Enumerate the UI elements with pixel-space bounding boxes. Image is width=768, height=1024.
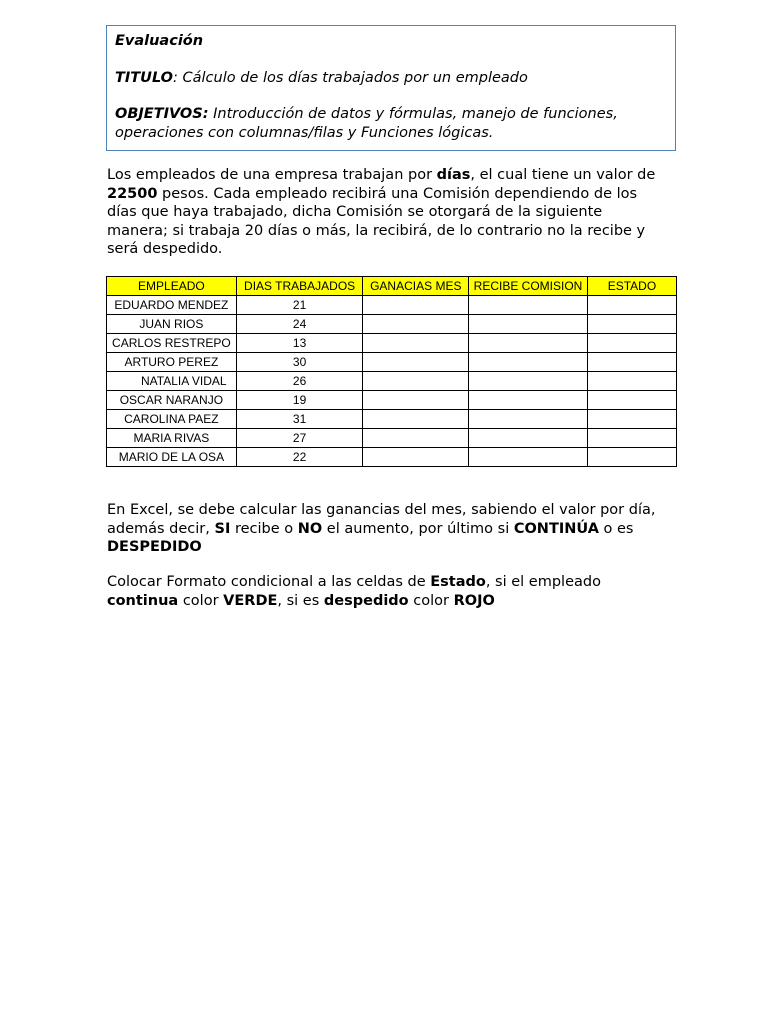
table-row <box>107 315 677 334</box>
comision-cell <box>469 334 588 353</box>
table-row <box>107 334 677 353</box>
comision-cell <box>469 296 588 315</box>
employee-table <box>106 276 677 467</box>
table-row <box>107 391 677 410</box>
format-bold-rojo: ROJO <box>453 592 495 609</box>
employee-name-cell: CAROLINA PAEZ <box>107 410 237 429</box>
table-row <box>107 448 677 467</box>
col-header-ganancias: GANACIAS MES <box>363 277 469 296</box>
ganancias-cell <box>363 429 469 448</box>
titulo-label: TITULO <box>115 69 173 86</box>
format-text-1: Colocar Formato condicional a las celdas de <box>107 574 431 590</box>
days-cell: 13 <box>236 334 363 353</box>
format-text-4: , si es <box>277 592 324 609</box>
objetivos-line <box>115 105 667 142</box>
table-row <box>107 429 677 448</box>
employee-name-cell: MARIA RIVAS <box>107 429 237 448</box>
estado-cell <box>587 391 676 410</box>
table-row <box>107 296 677 315</box>
days-cell: 22 <box>236 448 363 467</box>
ganancias-cell <box>363 372 469 391</box>
ganancias-cell <box>363 391 469 410</box>
excel-bold-continua: CONTINÚA <box>513 520 599 537</box>
days-cell: 24 <box>236 315 363 334</box>
comision-cell <box>469 353 588 372</box>
estado-cell <box>587 334 676 353</box>
excel-text-2: recibe o <box>230 520 298 537</box>
days-cell: 26 <box>236 372 363 391</box>
col-header-estado: ESTADO <box>587 277 676 296</box>
employee-name-cell: ARTURO PEREZ <box>107 353 237 372</box>
format-instructions-paragraph <box>107 573 667 610</box>
days-cell: 21 <box>236 296 363 315</box>
intro-text-1: Los empleados de una empresa trabajan por <box>107 167 437 183</box>
ganancias-cell <box>363 410 469 429</box>
estado-cell <box>587 448 676 467</box>
comision-cell <box>469 448 588 467</box>
comision-cell <box>469 410 588 429</box>
ganancias-cell <box>363 448 469 467</box>
ganancias-cell <box>363 334 469 353</box>
excel-bold-no: NO <box>297 520 323 537</box>
table-row <box>107 372 677 391</box>
employee-name-cell: NATALIA VIDAL <box>107 372 237 391</box>
intro-paragraph <box>107 166 667 259</box>
employee-name-cell: EDUARDO MENDEZ <box>107 296 237 315</box>
excel-instructions-paragraph <box>107 501 667 557</box>
objetivos-label: OBJETIVOS: <box>115 106 209 122</box>
titulo-text: : Cálculo de los días trabajados por un empleado <box>173 69 528 86</box>
intro-bold-dias: días <box>436 167 471 183</box>
format-text-5: color <box>408 592 454 609</box>
comision-cell <box>469 315 588 334</box>
objetivos-text: Introducción de datos y fórmulas, manejo de funciones, operaciones con columnas/filas y Funciones lógicas. <box>115 106 618 141</box>
comision-cell <box>469 429 588 448</box>
estado-cell <box>587 296 676 315</box>
days-cell: 27 <box>236 429 363 448</box>
estado-cell <box>587 429 676 448</box>
excel-text-1: En Excel, se debe calcular las ganancias del mes, sabiendo el valor por día, además decir, <box>107 502 656 537</box>
format-text-2: , si el empleado <box>485 574 601 590</box>
table-header-row <box>107 277 677 296</box>
days-cell: 19 <box>236 391 363 410</box>
employee-name-cell: CARLOS RESTREPO <box>107 334 237 353</box>
titulo-line <box>115 69 667 88</box>
table-row <box>107 353 677 372</box>
estado-cell <box>587 372 676 391</box>
format-bold-estado: Estado <box>430 574 486 590</box>
employee-name-cell: MARIO DE LA OSA <box>107 448 237 467</box>
employee-name-cell: JUAN RIOS <box>107 315 237 334</box>
col-header-empleado: EMPLEADO <box>107 277 237 296</box>
intro-bold-value: 22500 <box>107 185 158 202</box>
excel-bold-si: SI <box>214 520 231 537</box>
col-header-dias: DIAS TRABAJADOS <box>236 277 363 296</box>
table-row <box>107 410 677 429</box>
ganancias-cell <box>363 296 469 315</box>
employee-name-cell: OSCAR NARANJO <box>107 391 237 410</box>
excel-text-3: el aumento, por último si <box>322 520 514 537</box>
estado-cell <box>587 315 676 334</box>
intro-text-2: , el cual tiene un valor de <box>470 167 656 183</box>
comision-cell <box>469 372 588 391</box>
days-cell: 31 <box>236 410 363 429</box>
excel-bold-despedido: DESPEDIDO <box>107 539 202 555</box>
evaluation-title: Evaluación <box>115 33 204 49</box>
excel-text-4: o es <box>598 520 634 537</box>
col-header-comision: RECIBE COMISION <box>469 277 588 296</box>
ganancias-cell <box>363 353 469 372</box>
estado-cell <box>587 353 676 372</box>
format-bold-despedido: despedido <box>323 592 409 609</box>
comision-cell <box>469 391 588 410</box>
evaluation-header-box <box>106 25 676 151</box>
ganancias-cell <box>363 315 469 334</box>
intro-text-3: pesos. Cada empleado recibirá una Comisión dependiendo de los días que haya trabajado, dicha Comisión se otorgará de la siguiente manera; si trabaja 20 días o más, la recibirá, de lo contrario no la recibe y será despedido. <box>107 185 646 257</box>
format-bold-continua: continua <box>107 592 179 609</box>
estado-cell <box>587 410 676 429</box>
format-text-3: color <box>178 592 224 609</box>
format-bold-verde: VERDE <box>223 592 278 609</box>
days-cell: 30 <box>236 353 363 372</box>
